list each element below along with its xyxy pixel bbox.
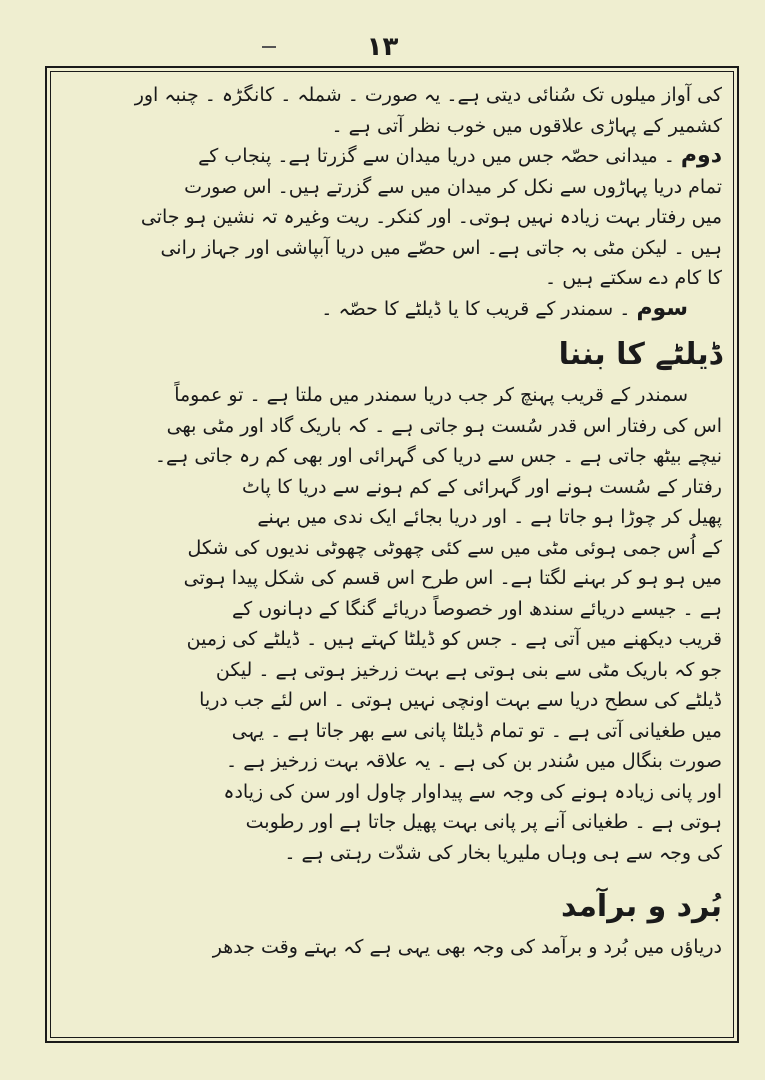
text-line: ہے ۔ جیسے دریائے سندھ اور خصوصاً دریائے گنگا کے دہانوں کے — [231, 597, 722, 620]
text-line-span: ۔ سمندر کے قریب کا یا ڈیلٹے کا حصّہ ۔ — [321, 297, 631, 320]
text-line: اور پانی زیادہ ہونے کی وجہ سے پیداوار چاول اور سن کی زیادہ — [223, 780, 722, 803]
text-line: پھیل کر چوڑا ہو جاتا ہے ۔ اور دریا بجائے ایک ندی میں بہنے — [257, 506, 722, 528]
text-line: سمندر کے قریب پہنچ کر جب دریا سمندر میں ملتا ہے ۔ تو عموماً — [174, 384, 688, 406]
page-number: ۱۳ — [366, 32, 399, 62]
text-line: صورت بنگال میں سُندر بن کی ہے ۔ یہ علاقہ بہت زرخیز ہے ۔ — [226, 750, 722, 772]
text-line: جو کہ باریک مٹی سے بنی ہوتی ہے بہت زرخیز ہوتی ہے ۔ لیکن — [215, 658, 722, 681]
text-line: رفتار کے سُست ہونے اور گہرائی کے کم ہونے سے دریا کا پاٹ — [241, 475, 722, 498]
text-line-span: ۔ میدانی حصّہ جس میں دریا میدان سے گزرتا ہے۔ پنجاب کے — [198, 145, 675, 167]
text-line: کی وجہ سے ہی وہاں ملیریا بخار کی شدّت رہتی ہے ۔ — [284, 841, 722, 864]
text-line: کا کام دے سکتے ہیں ۔ — [545, 267, 722, 289]
text-line: کی آواز میلوں تک سُنائی دیتی ہے۔ یہ صورت ۔ شملہ ۔ کانگڑہ ۔ چنبہ اور — [134, 84, 722, 106]
text-line: میں رفتار بہت زیادہ نہیں ہوتی۔ اور کنکر۔ ریت وغیرہ تہ نشین ہو جاتی — [140, 206, 722, 228]
page-content — [62, 80, 722, 1030]
section-lead-dom: دوم — [680, 143, 722, 168]
text-line: کے اُس جمی ہوئی مٹی میں سے کئی چھوٹی چھوٹی ندیوں کی شکل — [187, 536, 722, 559]
text-line: میں ہو ہو کر بہنے لگتا ہے۔ اس طرح اس قسم کی شکل پیدا ہوتی — [183, 567, 722, 589]
text-line: کشمیر کے پہاڑی علاقوں میں خوب نظر آتی ہے ۔ — [331, 114, 722, 137]
text-line: ہیں ۔ لیکن مٹی بہ جاتی ہے۔ اس حصّے میں دریا آبپاشی اور جہاز رانی — [160, 236, 722, 259]
text-line — [62, 294, 722, 325]
text-line: اس کی رفتار اس قدر سُست ہو جاتی ہے ۔ کہ باریک گاد اور مٹی بھی — [166, 414, 722, 437]
heading-erosion-deposition: بُرد و برآمد — [561, 889, 722, 924]
heading-delta-formation: ڈیلٹے کا بننا — [558, 337, 722, 372]
text-line: ڈیلٹے کی سطح دریا سے بہت اونچی نہیں ہوتی ۔ اس لئے جب دریا — [199, 689, 722, 711]
text-line: میں طغیانی آتی ہے ۔ تو تمام ڈیلٹا پانی سے بھر جاتا ہے ۔ یہی — [231, 719, 722, 742]
text-line: نیچے بیٹھ جاتی ہے ۔ جس سے دریا کی گہرائی اور بھی کم رہ جاتی ہے۔ — [154, 445, 722, 467]
text-line: ہوتی ہے ۔ طغیانی آنے پر پانی بہت پھیل جاتا ہے اور رطوبت — [245, 811, 722, 833]
text-line: قریب دیکھنے میں آتی ہے ۔ جس کو ڈیلٹا کہتے ہیں ۔ ڈیلٹے کی زمین — [186, 628, 722, 650]
text-line: تمام دریا پہاڑوں سے نکل کر میدان میں سے گزرتے ہیں۔ اس صورت — [184, 175, 722, 198]
section-lead-som: سوم — [636, 295, 688, 321]
text-line — [62, 141, 722, 172]
text-line: دریاؤں میں بُرد و برآمد کی وجہ بھی یہی ہے کہ بہتے وقت جدھر — [212, 936, 722, 958]
